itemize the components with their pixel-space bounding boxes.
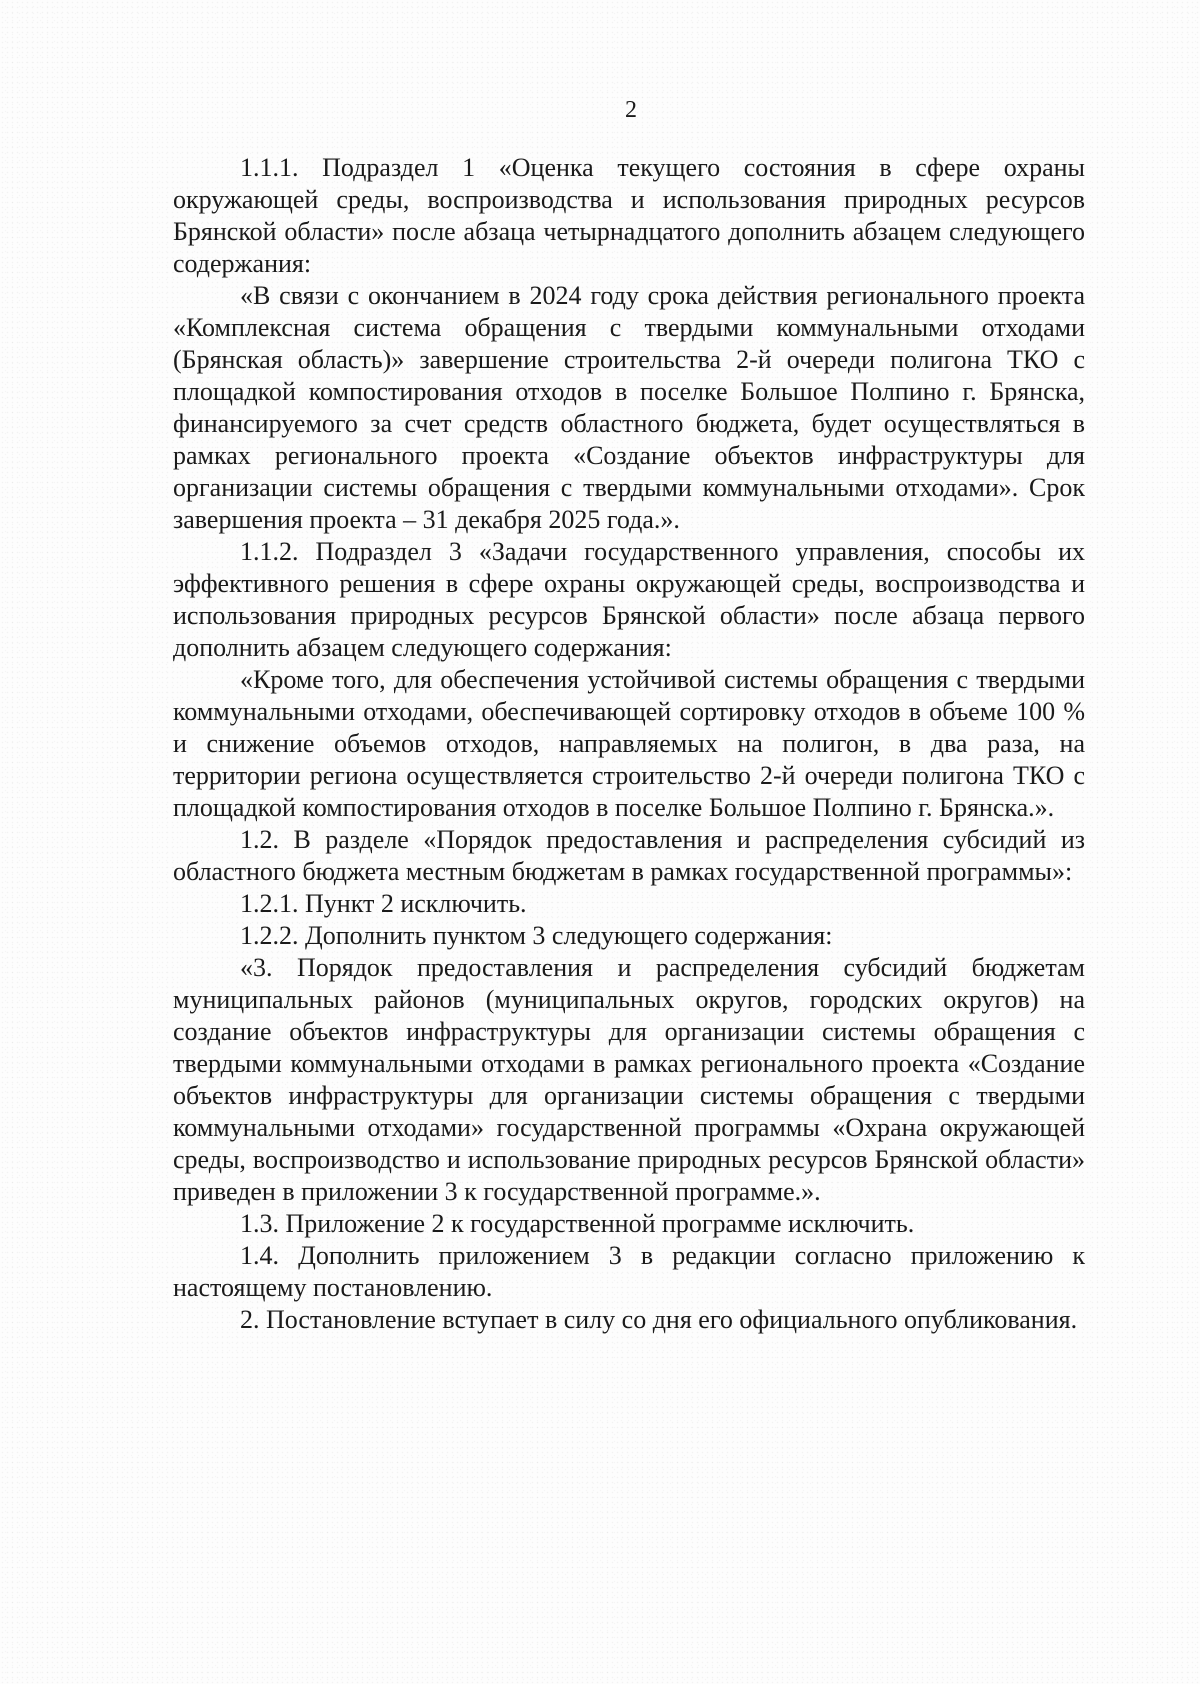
paragraph-1-3: 1.3. Приложение 2 к государственной программе исключить. xyxy=(240,1209,915,1238)
paragraph-1-2-2: 1.2.2. Дополнить пунктом 3 следующего содержания: xyxy=(240,921,833,950)
paragraph-quote-sorting: «Кроме того, для обеспечения устойчивой системы обращения с твердыми коммунальными отходами, обеспечивающей сортировку отходов в объеме 100 % и снижение объемов отходов, направляемых на полигон, в два раза, на территории региона осуществляется строительство 2-й очереди полигона ТКО с площадкой компостирования отходов в поселке Большое Полпино г. Брянска.». xyxy=(173,665,1085,822)
paragraph-quote-regional-project: «В связи с окончанием в 2024 году срока действия регионального проекта «Комплексная система обращения с твердыми коммунальными отходами (Брянская область)» завершение строительства 2-й очереди полигона ТКО с площадкой компостирования отходов в поселке Большое Полпино г. Брянска, финансируемого за счет средств областного бюджета, будет осуществляться в рамках регионального проекта «Создание объектов инфраструктуры для организации системы обращения с твердыми коммунальными отходами». Срок завершения проекта – 31 декабря 2025 года.». xyxy=(173,281,1085,534)
paragraph-quote-subsidies: «3. Порядок предоставления и распределения субсидий бюджетам муниципальных районов (муниципальных округов, городских округов) на создание объектов инфраструктуры для организации системы обращения с твердыми коммунальными отходами в рамках регионального проекта «Создание объектов инфраструктуры для организации системы обращения с твердыми коммунальными отходами» государственной программы «Охрана окружающей среды, воспроизводство и использование природных ресурсов Брянской области» приведен в приложении 3 к государственной программе.». xyxy=(173,953,1085,1206)
paragraph-1-1-1: 1.1.1. Подраздел 1 «Оценка текущего состояния в сфере охраны окружающей среды, воспроизводства и использования природных ресурсов Брянской области» после абзаца четырнадцатого дополнить абзацем следующего содержания: xyxy=(173,153,1085,278)
paragraph-1-4: 1.4. Дополнить приложением 3 в редакции согласно приложению к настоящему постановлению. xyxy=(173,1241,1085,1302)
paragraph-1-1-2: 1.1.2. Подраздел 3 «Задачи государственного управления, способы их эффективного решения в сфере охраны окружающей среды, воспроизводства и использования природных ресурсов Брянской области» после абзаца первого дополнить абзацем следующего содержания: xyxy=(173,537,1085,662)
paragraph-1-2-1: 1.2.1. Пункт 2 исключить. xyxy=(240,889,527,918)
paragraph-2: 2. Постановление вступает в силу со дня его официального опубликования. xyxy=(240,1305,1078,1334)
document-body xyxy=(173,152,1085,1336)
page-number: 2 xyxy=(625,97,637,123)
paragraph-1-2: 1.2. В разделе «Порядок предоставления и распределения субсидий из областного бюджета местным бюджетам в рамках государственной программы»: xyxy=(173,825,1085,886)
